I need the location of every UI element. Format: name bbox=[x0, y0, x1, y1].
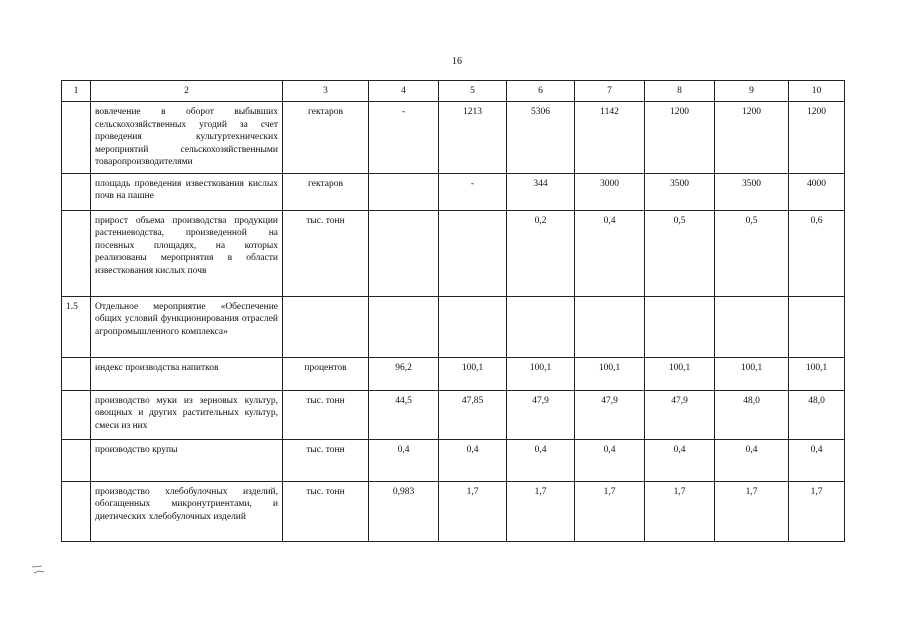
value-cell: 3500 bbox=[645, 173, 715, 210]
table-row bbox=[62, 102, 845, 174]
value-cell bbox=[715, 296, 789, 357]
value-cell bbox=[439, 210, 507, 296]
value-cell: 47,9 bbox=[645, 390, 715, 439]
table-row bbox=[62, 390, 845, 439]
column-header: 7 bbox=[575, 81, 645, 102]
row-number bbox=[62, 481, 91, 541]
indicator-name: индекс производства напитков bbox=[91, 357, 283, 390]
value-cell bbox=[507, 296, 575, 357]
value-cell: 0,4 bbox=[789, 439, 845, 481]
indicator-name: производство крупы bbox=[91, 439, 283, 481]
page-number: 16 bbox=[452, 56, 462, 67]
value-cell: 1,7 bbox=[575, 481, 645, 541]
unit: тыс. тонн bbox=[283, 390, 369, 439]
value-cell bbox=[369, 173, 439, 210]
value-cell: 0,4 bbox=[439, 439, 507, 481]
column-header: 3 bbox=[283, 81, 369, 102]
value-cell: 48,0 bbox=[715, 390, 789, 439]
value-cell: 1,7 bbox=[715, 481, 789, 541]
row-number bbox=[62, 357, 91, 390]
value-cell: 48,0 bbox=[789, 390, 845, 439]
unit: тыс. тонн bbox=[283, 210, 369, 296]
value-cell: - bbox=[439, 173, 507, 210]
value-cell: 44,5 bbox=[369, 390, 439, 439]
value-cell bbox=[369, 210, 439, 296]
value-cell: 100,1 bbox=[715, 357, 789, 390]
value-cell: 1200 bbox=[715, 102, 789, 174]
value-cell: 3000 bbox=[575, 173, 645, 210]
value-cell: 1,7 bbox=[439, 481, 507, 541]
value-cell: 100,1 bbox=[575, 357, 645, 390]
value-cell: 1142 bbox=[575, 102, 645, 174]
value-cell bbox=[439, 296, 507, 357]
value-cell: 0,5 bbox=[645, 210, 715, 296]
table-body bbox=[62, 81, 845, 542]
column-header: 4 bbox=[369, 81, 439, 102]
value-cell: 1,7 bbox=[645, 481, 715, 541]
table-row bbox=[62, 481, 845, 541]
indicator-name: производство муки из зерновых культур, овощных и других растительных культур, смеси из них bbox=[91, 390, 283, 439]
value-cell: 0,5 bbox=[715, 210, 789, 296]
unit: гектаров bbox=[283, 102, 369, 174]
unit: процентов bbox=[283, 357, 369, 390]
column-header: 5 bbox=[439, 81, 507, 102]
scan-mark bbox=[30, 563, 54, 577]
value-cell: 0,4 bbox=[575, 439, 645, 481]
value-cell: 0,4 bbox=[575, 210, 645, 296]
value-cell: 100,1 bbox=[507, 357, 575, 390]
value-cell: 5306 bbox=[507, 102, 575, 174]
indicator-name: площадь проведения известкования кислых почв на пашне bbox=[91, 173, 283, 210]
unit: гектаров bbox=[283, 173, 369, 210]
value-cell bbox=[789, 296, 845, 357]
row-number bbox=[62, 439, 91, 481]
value-cell: 0,2 bbox=[507, 210, 575, 296]
indicator-name: прирост объема производства продукции растениеводства, произведенной на посевных площадях, на которых реализованы мероприятия в области известкования кислых почв bbox=[91, 210, 283, 296]
value-cell: 0,4 bbox=[507, 439, 575, 481]
table-row bbox=[62, 173, 845, 210]
row-number: 1.5 bbox=[62, 296, 91, 357]
table-row bbox=[62, 296, 845, 357]
row-number bbox=[62, 210, 91, 296]
table-row bbox=[62, 210, 845, 296]
column-header: 6 bbox=[507, 81, 575, 102]
column-header: 10 bbox=[789, 81, 845, 102]
column-header: 9 bbox=[715, 81, 789, 102]
indicator-name: Отдельное мероприятие «Обеспечение общих условий функционирования отраслей агропромышленного комплекса» bbox=[91, 296, 283, 357]
value-cell: 0,4 bbox=[645, 439, 715, 481]
value-cell: 47,9 bbox=[575, 390, 645, 439]
indicator-name: вовлечение в оборот выбывших сельскохозяйственных угодий за счет проведения культуртехнических мероприятий сельскохозяйственными товаропроизводителями bbox=[91, 102, 283, 174]
value-cell: 3500 bbox=[715, 173, 789, 210]
value-cell bbox=[645, 296, 715, 357]
unit: тыс. тонн bbox=[283, 439, 369, 481]
unit: тыс. тонн bbox=[283, 481, 369, 541]
row-number bbox=[62, 102, 91, 174]
value-cell: 4000 bbox=[789, 173, 845, 210]
table-row bbox=[62, 439, 845, 481]
value-cell: 0,6 bbox=[789, 210, 845, 296]
column-header: 1 bbox=[62, 81, 91, 102]
value-cell bbox=[369, 296, 439, 357]
value-cell bbox=[575, 296, 645, 357]
column-number-row bbox=[62, 81, 845, 102]
value-cell: 0,4 bbox=[369, 439, 439, 481]
value-cell: 100,1 bbox=[439, 357, 507, 390]
value-cell: 47,9 bbox=[507, 390, 575, 439]
column-header: 2 bbox=[91, 81, 283, 102]
value-cell: 0,4 bbox=[715, 439, 789, 481]
column-header: 8 bbox=[645, 81, 715, 102]
row-number bbox=[62, 390, 91, 439]
value-cell: 100,1 bbox=[645, 357, 715, 390]
value-cell: 344 bbox=[507, 173, 575, 210]
row-number bbox=[62, 173, 91, 210]
value-cell: 1200 bbox=[789, 102, 845, 174]
value-cell: 1,7 bbox=[507, 481, 575, 541]
value-cell: 100,1 bbox=[789, 357, 845, 390]
value-cell: - bbox=[369, 102, 439, 174]
unit bbox=[283, 296, 369, 357]
value-cell: 1200 bbox=[645, 102, 715, 174]
value-cell: 47,85 bbox=[439, 390, 507, 439]
indicators-table bbox=[61, 80, 845, 542]
indicator-name: производство хлебобулочных изделий, обогащенных микронутриентами, и диетических хлебобулочных изделий bbox=[91, 481, 283, 541]
value-cell: 1213 bbox=[439, 102, 507, 174]
value-cell: 1,7 bbox=[789, 481, 845, 541]
value-cell: 0,983 bbox=[369, 481, 439, 541]
value-cell: 96,2 bbox=[369, 357, 439, 390]
table-row bbox=[62, 357, 845, 390]
